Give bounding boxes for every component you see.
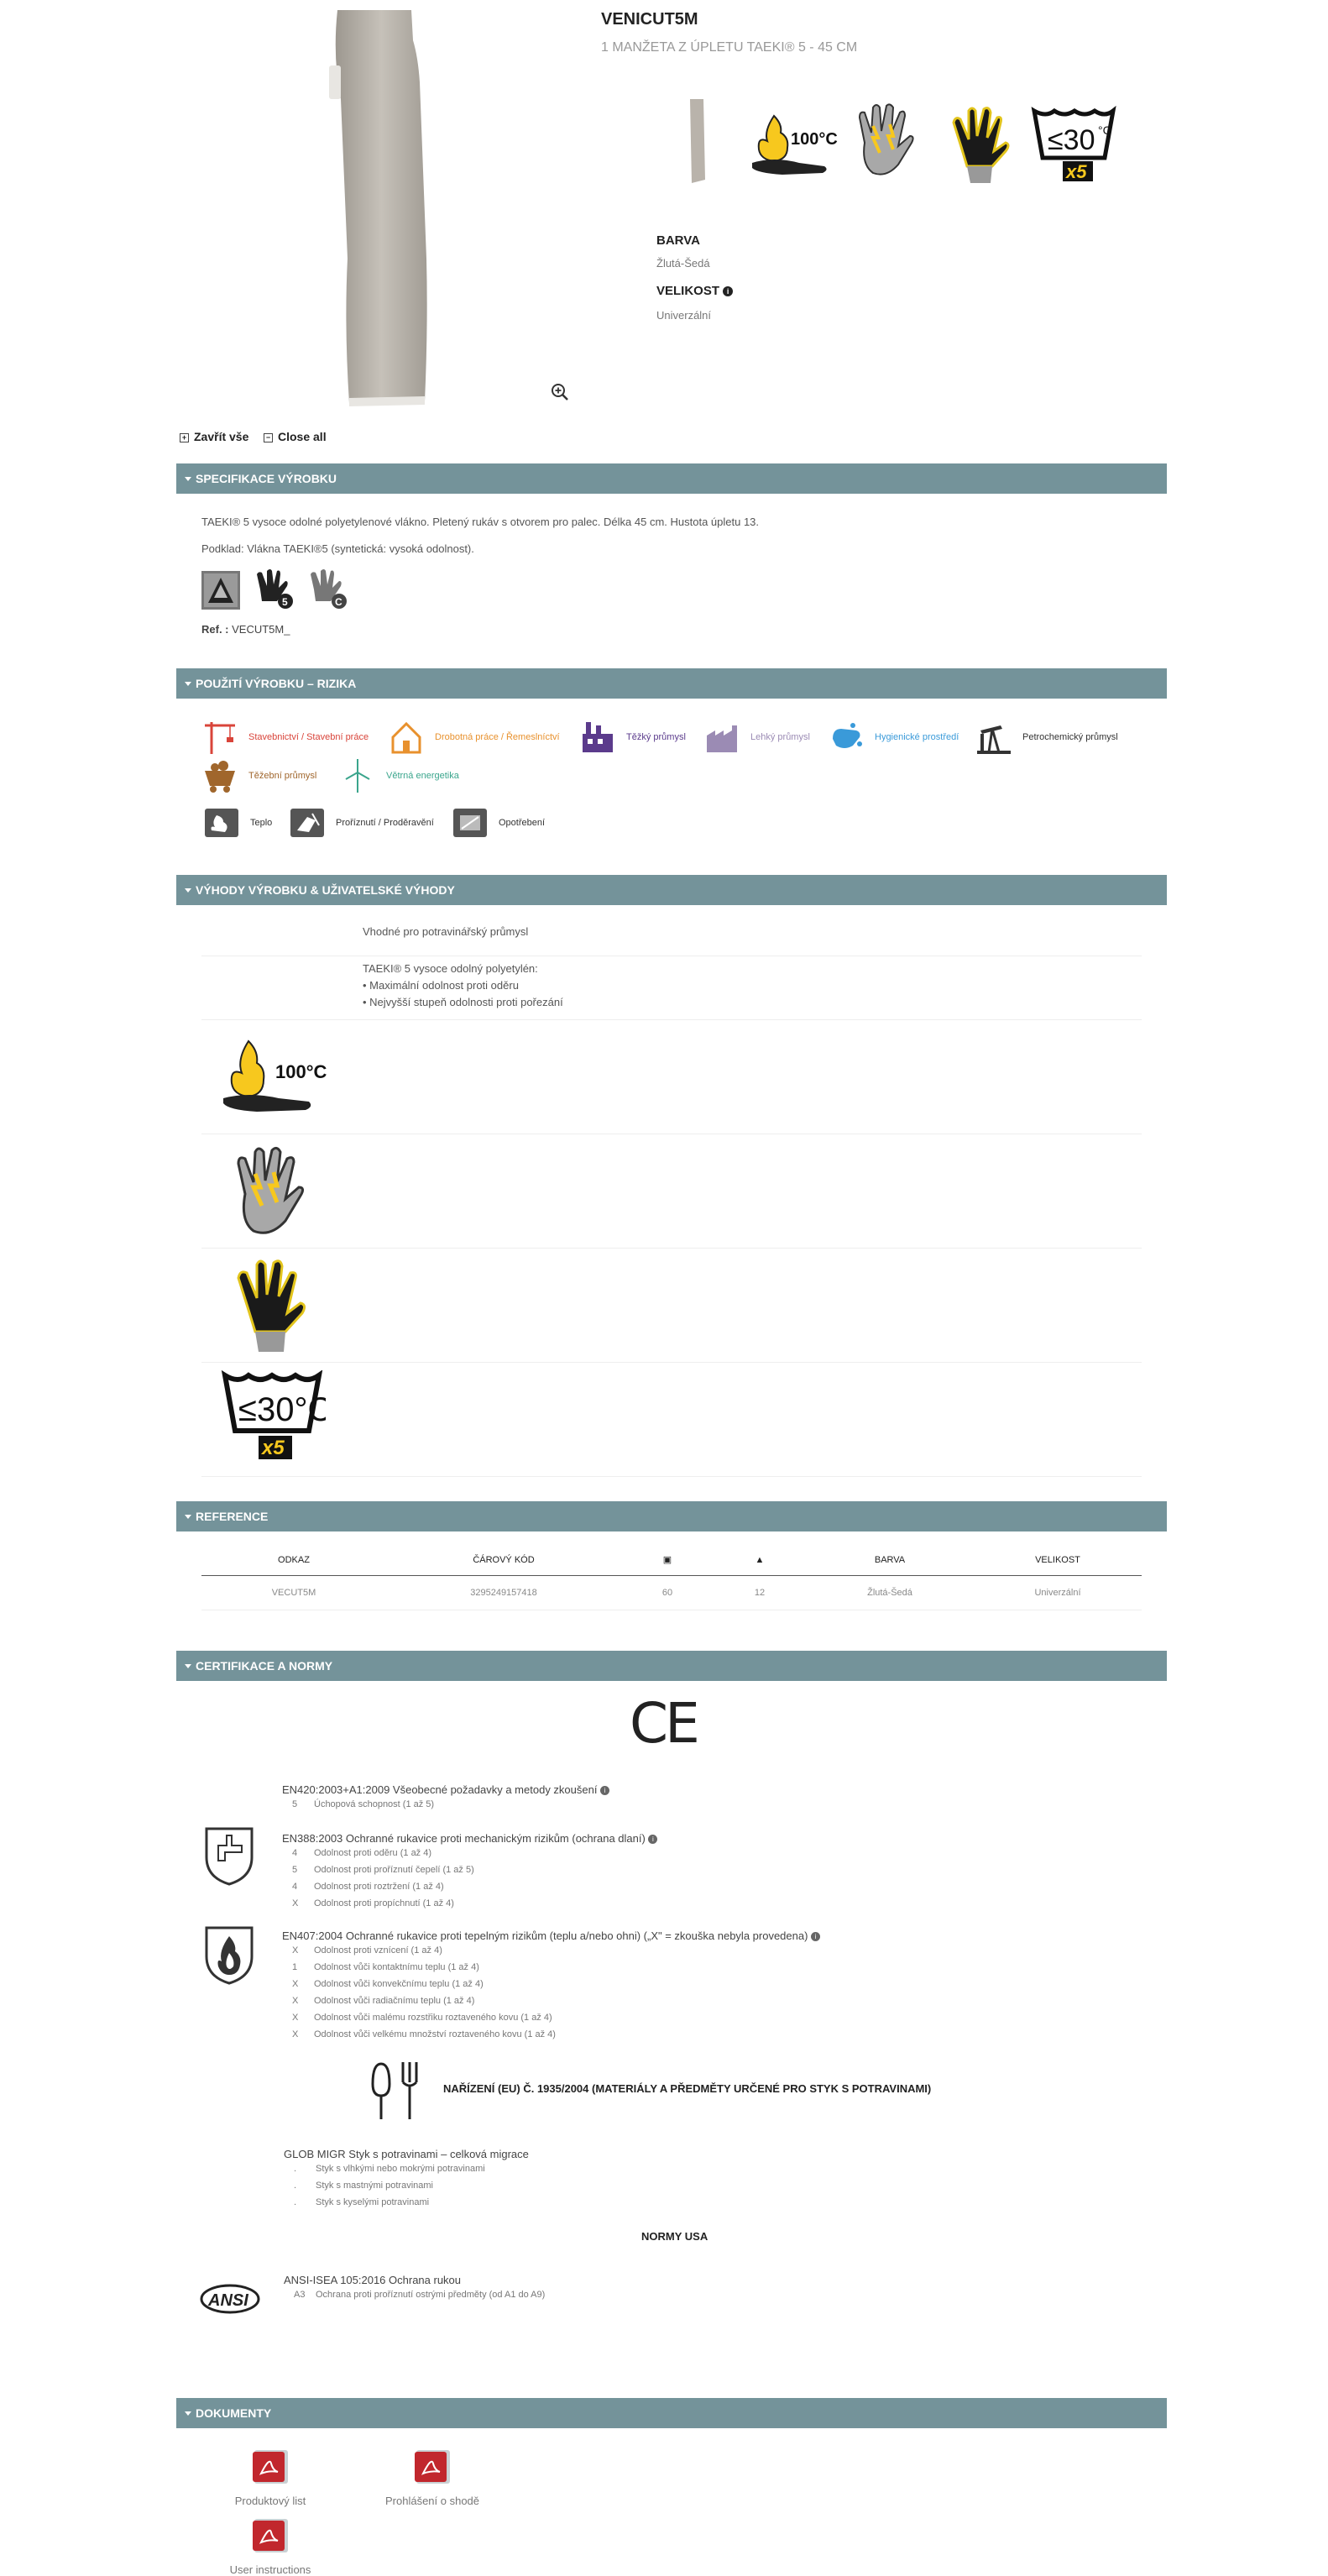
info-icon[interactable]: i <box>723 286 733 296</box>
product-code: VENICUT5M <box>601 10 698 29</box>
spec-desc-1: TAEKI® 5 vysoce odolné polyetylenové vlákno. Pletený rukáv s otvorem pro palec. Délka 45 cm. Hustota úpletu 13. <box>201 516 760 528</box>
sector-label: Těžký průmysl <box>626 732 686 742</box>
mechanical-rating-icon <box>252 568 297 611</box>
cert-line <box>284 2286 545 2303</box>
caret-down-icon <box>185 682 191 686</box>
cert-value: X <box>292 2029 299 2039</box>
cell-box: 60 <box>661 1588 673 1598</box>
svg-text:100°C: 100°C <box>791 130 838 149</box>
cert-title <box>282 1929 820 1942</box>
sector-light-industry <box>703 719 810 756</box>
product-image <box>319 7 445 410</box>
close-all-en-label: Close all <box>278 430 327 443</box>
section-title: DOKUMENTY <box>196 2406 272 2420</box>
heat-100c-icon <box>220 1033 329 1117</box>
temp-text: 100°C <box>275 1061 327 1082</box>
sector-label: Větrná energetika <box>386 771 459 781</box>
cert-value: X <box>292 2013 299 2023</box>
info-icon[interactable]: i <box>811 1932 820 1941</box>
cert-line <box>282 1942 820 1959</box>
cut-glove-icon <box>223 1144 316 1244</box>
cert-text: Odolnost proti vznícení (1 až 4) <box>314 1945 442 1956</box>
cert-ansi <box>284 2274 545 2303</box>
col-header-color: BARVA <box>874 1555 906 1565</box>
table-header-row <box>201 1545 1142 1576</box>
cert-line <box>284 2177 529 2194</box>
cert-text: Styk s mastnými potravinami <box>316 2181 433 2191</box>
thumbnail-cut-glove-icon[interactable] <box>848 101 923 185</box>
cert-text: Odolnost proti proříznutí čepelí (1 až 5) <box>314 1865 474 1875</box>
section-title: REFERENCE <box>196 1510 269 1523</box>
pdf-icon <box>413 2448 452 2485</box>
cert-text: Styk s vlhkými nebo mokrými potravinami <box>316 2164 485 2174</box>
cert-text: Odolnost vůči radiačnímu teplu (1 až 4) <box>314 1996 475 2006</box>
caret-down-icon <box>185 1515 191 1519</box>
cert-value: X <box>292 1979 299 1989</box>
heat-risk-icon <box>205 809 238 837</box>
cert-text: Odolnost vůči konvekčnímu teplu (1 až 4) <box>314 1979 484 1989</box>
cell-color: Žlutá-Šedá <box>867 1588 912 1598</box>
doc-user-instructions[interactable] <box>220 2517 321 2576</box>
cert-value: X <box>292 1898 299 1908</box>
cert-text: Odolnost proti propíchnutí (1 až 4) <box>314 1898 454 1908</box>
section-header-spec[interactable] <box>176 463 1167 494</box>
wash-30-icon <box>220 1370 326 1464</box>
cert-value: X <box>292 1996 299 2006</box>
cert-value: 4 <box>292 1882 298 1892</box>
sector-mining <box>201 757 316 794</box>
cut-risk-icon <box>290 809 324 837</box>
cert-value: . <box>294 2164 297 2174</box>
benefit-bullet-2: • Nejvyšší stupeň odolnosti proti pořezání <box>363 996 563 1008</box>
color-value: Žlutá-Šedá <box>656 257 710 270</box>
ce-mark: CE <box>630 1691 697 1756</box>
thumbnail-glove-icon[interactable] <box>942 102 1017 186</box>
cert-line <box>282 1861 657 1878</box>
sector-label: Petrochemický průmysl <box>1022 732 1118 742</box>
sector-crafts <box>388 719 560 756</box>
person-icon: ▲ <box>755 1555 765 1565</box>
doc-label: Prohlášení o shodě <box>384 2495 480 2507</box>
rating-c-text: C <box>335 596 342 608</box>
divider <box>201 1362 1142 1363</box>
col-header-barcode: ČÁROVÝ KÓD <box>473 1555 535 1565</box>
cell-ref: VECUT5M <box>271 1588 316 1598</box>
cert-en407 <box>282 1929 820 2043</box>
pdf-icon <box>251 2517 290 2554</box>
divider <box>201 1019 1142 1020</box>
col-header-box <box>621 1545 714 1575</box>
cert-text: Odolnost vůči velkému množství roztaveného kovu (1 až 4) <box>314 2029 556 2039</box>
thumbnail-wash-30-icon[interactable] <box>1029 106 1121 186</box>
cert-line <box>282 1992 820 2009</box>
risk-cut <box>290 808 434 838</box>
abrasion-risk-icon <box>453 809 487 837</box>
cert-en407-title: EN407:2004 Ochranné rukavice proti tepelným rizikům (teplu a/nebo ohni) („X" = zkouška nebyla provedena) <box>282 1929 808 1942</box>
cert-text: Odolnost proti roztržení (1 až 4) <box>314 1882 444 1892</box>
ref-label: Ref. : <box>201 623 229 636</box>
sector-petrochemical <box>975 719 1118 756</box>
section-title: POUŽITÍ VÝROBKU – RIZIKA <box>196 677 357 690</box>
size-value: Univerzální <box>656 309 712 322</box>
crane-icon <box>201 719 238 756</box>
sector-label: Lehký průmysl <box>750 732 810 742</box>
cert-line <box>284 2160 529 2177</box>
sector-wind-energy <box>339 757 459 794</box>
cert-glob-migr <box>284 2148 529 2211</box>
doc-label: User instructions <box>229 2563 311 2576</box>
benefit-bullet-1: • Maximální odolnost proti oděru <box>363 979 519 992</box>
cert-value: . <box>294 2197 297 2207</box>
wash-temp-text: 30°C <box>256 1391 326 1428</box>
col-header-pack <box>714 1545 806 1575</box>
thumbnail-heat-100c-icon[interactable] <box>749 107 841 180</box>
thumbnail-sleeve[interactable] <box>672 96 722 188</box>
col-header-size: VELIKOST <box>1035 1555 1080 1565</box>
collapse-icon: − <box>264 433 273 442</box>
close-all-cz-label: Zavřít vše <box>194 430 249 443</box>
cert-ansi-title: ANSI-ISEA 105:2016 Ochrana rukou <box>284 2274 462 2286</box>
sector-label: Drobotná práce / Řemeslníctví <box>435 732 560 742</box>
cert-title <box>282 1832 657 1845</box>
food-regulation: NAŘÍZENÍ (EU) Č. 1935/2004 (MATERIÁLY A PŘEDMĚTY URČENÉ PRO STYK S POTRAVINAMI) <box>443 2082 932 2095</box>
cert-line <box>282 1878 657 1895</box>
delta-logo-icon <box>201 571 240 610</box>
caret-down-icon <box>185 1664 191 1668</box>
cert-line <box>282 1845 657 1861</box>
svg-text:≤30°C: ≤30°C <box>238 1391 326 1428</box>
doc-product-sheet[interactable] <box>220 2448 321 2507</box>
cell-pack: 12 <box>754 1588 766 1598</box>
cert-value: . <box>294 2181 297 2191</box>
cert-title <box>282 1783 609 1796</box>
wind-turbine-icon <box>339 757 376 794</box>
cert-value: A3 <box>294 2290 306 2300</box>
section-header-reference[interactable] <box>176 1501 1167 1531</box>
sector-hygiene <box>828 719 959 756</box>
washing-hands-icon <box>828 719 865 756</box>
cert-line <box>282 2026 820 2043</box>
mine-cart-icon <box>201 757 238 794</box>
sector-label: Těžební průmysl <box>248 771 317 781</box>
usa-standards-title: NORMY USA <box>641 2230 708 2243</box>
food-contact-icon <box>369 2059 428 2123</box>
cert-line <box>282 1895 657 1912</box>
section-title: SPECIFIKACE VÝROBKU <box>196 472 337 485</box>
product-subtitle: 1 MANŽETA Z ÚPLETU TAEKI® 5 - 45 CM <box>601 40 858 55</box>
cert-en420 <box>282 1783 609 1813</box>
section-header-documents[interactable] <box>176 2398 1167 2428</box>
section-title: VÝHODY VÝROBKU & UŽIVATELSKÉ VÝHODY <box>196 883 455 897</box>
cert-value: 5 <box>292 1865 298 1875</box>
section-header-benefits[interactable] <box>176 875 1167 905</box>
section-title: CERTIFIKACE A NORMY <box>196 1659 333 1673</box>
size-label <box>656 284 733 298</box>
table-row[interactable] <box>201 1576 1142 1610</box>
cert-line <box>282 1959 820 1976</box>
oil-pump-icon <box>975 719 1012 756</box>
cert-line <box>282 2009 820 2026</box>
doc-label: Produktový list <box>234 2495 306 2507</box>
risk-wear <box>453 808 545 838</box>
collapse-icon: + <box>180 433 189 442</box>
close-all-cz-toggle[interactable] <box>180 430 248 443</box>
risk-label: Proříznutí / Proděravění <box>336 818 434 828</box>
risk-heat <box>205 808 272 838</box>
svg-text:°C: °C <box>1098 123 1111 137</box>
cert-line <box>284 2194 529 2211</box>
factory-icon <box>579 719 616 756</box>
wash-times-text: x5 <box>262 1437 285 1459</box>
cell-barcode: 3295249157418 <box>470 1588 537 1598</box>
caret-down-icon <box>185 477 191 481</box>
cut-c-rating-icon <box>306 568 351 611</box>
close-all-en-toggle[interactable] <box>264 430 327 443</box>
cert-en420-title: EN420:2003+A1:2009 Všeobecné požadavky a metody zkoušení <box>282 1783 598 1796</box>
risk-label: Opotřebení <box>499 818 546 828</box>
info-icon[interactable]: i <box>648 1835 657 1844</box>
reference-table <box>201 1545 1142 1610</box>
fire-shield-icon <box>201 1923 257 1987</box>
sector-label: Hygienické prostředí <box>875 732 959 742</box>
size-label-text: VELIKOST <box>656 284 720 298</box>
cert-value: 1 <box>292 1962 298 1972</box>
ref-value: VECUT5M_ <box>232 623 290 636</box>
cell-size: Univerzální <box>1034 1588 1081 1598</box>
section-header-cert[interactable] <box>176 1651 1167 1681</box>
sector-construction <box>201 719 369 756</box>
cert-text: Styk s kyselými potravinami <box>316 2197 430 2207</box>
risk-label: Teplo <box>250 818 273 828</box>
pdf-icon <box>251 2448 290 2485</box>
rating-5-text: 5 <box>282 596 288 608</box>
caret-down-icon <box>185 2411 191 2416</box>
cert-en388-title: EN388:2003 Ochranné rukavice proti mechanickým rizikům (ochrana dlaní) <box>282 1832 646 1845</box>
cert-value: 5 <box>292 1799 298 1809</box>
cert-line <box>282 1976 820 1992</box>
cert-text: Odolnost vůči kontaktnímu teplu (1 až 4) <box>314 1962 479 1972</box>
cert-value: X <box>292 1945 299 1956</box>
cert-value: 4 <box>292 1848 298 1858</box>
mechanical-shield-icon <box>201 1824 257 1887</box>
benefit-food: Vhodné pro potravinářský průmysl <box>363 925 529 938</box>
cert-en388 <box>282 1832 657 1912</box>
spec-desc-2: Podklad: Vlákna TAEKI®5 (syntetická: vysoká odolnost). <box>201 542 474 555</box>
light-factory-icon <box>703 719 740 756</box>
ansi-logo <box>198 2277 262 2317</box>
info-icon[interactable]: i <box>600 1786 609 1795</box>
glove-icon <box>227 1254 311 1355</box>
section-header-usage[interactable] <box>176 668 1167 699</box>
svg-text:x5: x5 <box>1066 161 1087 182</box>
box-icon: ▣ <box>662 1555 672 1565</box>
sector-label: Stavebnictví / Stavební práce <box>248 732 369 742</box>
cert-glob-title: GLOB MIGR Styk s potravinami – celková migrace <box>284 2148 529 2160</box>
cert-text: Odolnost proti oděru (1 až 4) <box>314 1848 432 1858</box>
house-icon <box>388 719 425 756</box>
ref-line <box>201 623 290 636</box>
cert-text: Ochrana proti proříznutí ostrými předměty (od A1 do A9) <box>316 2290 546 2300</box>
zoom-icon[interactable] <box>551 383 569 401</box>
cert-text: Úchopová schopnost (1 až 5) <box>314 1799 435 1809</box>
ansi-logo-text: ANSI <box>208 2291 248 2310</box>
cert-line <box>282 1796 609 1813</box>
benefit-taeki: TAEKI® 5 vysoce odolný polyetylén: <box>363 962 538 975</box>
color-label: BARVA <box>656 233 700 248</box>
sector-heavy-industry <box>579 719 686 756</box>
divider <box>201 1248 1142 1249</box>
doc-declaration[interactable] <box>369 2448 495 2507</box>
svg-text:≤30: ≤30 <box>1048 124 1095 156</box>
caret-down-icon <box>185 888 191 893</box>
col-header-ref: ODKAZ <box>278 1555 310 1565</box>
cert-text: Odolnost vůči malému rozstřiku roztaveného kovu (1 až 4) <box>314 2013 552 2023</box>
divider <box>201 1476 1142 1477</box>
